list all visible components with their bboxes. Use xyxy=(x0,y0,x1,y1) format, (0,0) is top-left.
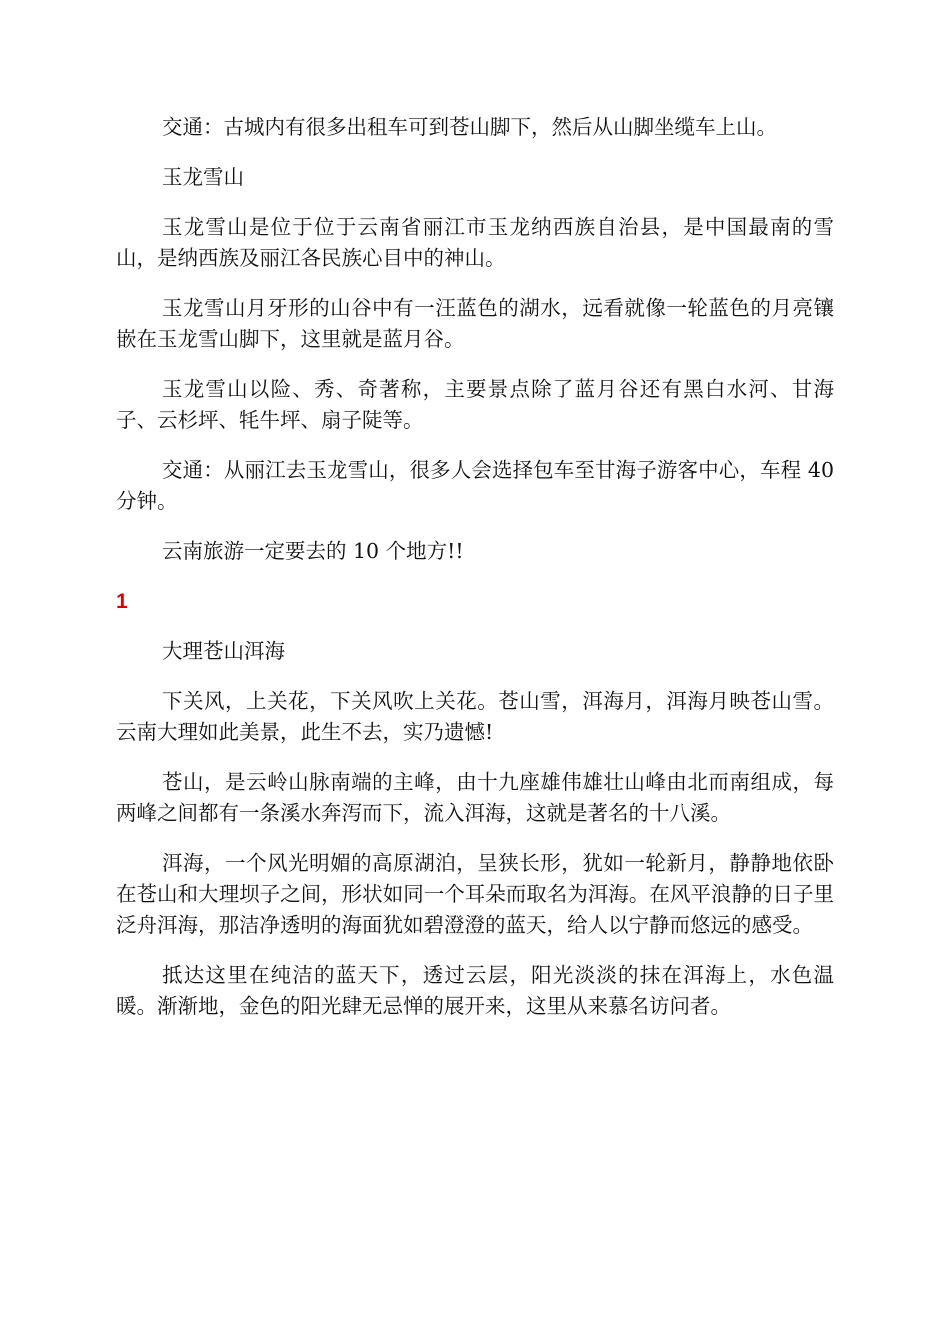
paragraph-cangshan-description: 苍山，是云岭山脉南端的主峰，由十九座雄伟雄壮山峰由北而南组成，每两峰之间都有一条溪水奔泻而下，流入洱海，这就是著名的十八溪。 xyxy=(116,770,834,825)
paragraph-dali-poem: 下关风，上关花，下关风吹上关花。苍山雪，洱海月，洱海月映苍山雪。云南大理如此美景，此生不去，实乃遗憾! xyxy=(116,689,834,744)
paragraph-yulong-attractions: 玉龙雪山以险、秀、奇著称，主要景点除了蓝月谷还有黑白水河、甘海子、云杉坪、牦牛坪、扇子陡等。 xyxy=(116,377,834,432)
paragraph-blue-moon-valley: 玉龙雪山月牙形的山谷中有一汪蓝色的湖水，远看就像一轮蓝色的月亮镶嵌在玉龙雪山脚下，这里就是蓝月谷。 xyxy=(116,296,834,351)
heading-top-10-places: 云南旅游一定要去的 10 个地方!! xyxy=(162,539,464,563)
list-number-marker: 1 xyxy=(116,590,128,613)
paragraph-erhai-sunlight: 抵达这里在纯洁的蓝天下，透过云层，阳光淡淡的抹在洱海上，水色温暖。渐渐地，金色的阳光肆无忌惮的展开来，这里从来慕名访问者。 xyxy=(116,963,834,1018)
heading-yulong-snow-mountain: 玉龙雪山 xyxy=(162,165,244,189)
document-page xyxy=(116,112,834,1041)
paragraph-erhai-description: 洱海，一个风光明媚的高原湖泊，呈狭长形，犹如一轮新月，静静地依卧在苍山和大理坝子之间，形状如同一个耳朵而取名为洱海。在风平浪静的日子里泛舟洱海，那洁净透明的海面犹如碧澄澄的蓝天，给人以宁静而悠远的感受。 xyxy=(116,851,834,937)
paragraph-yulong-transport: 交通：从丽江去玉龙雪山，很多人会选择包车至甘海子游客中心，车程 40 分钟。 xyxy=(116,458,834,513)
paragraph-cangshan-transport: 交通：古城内有很多出租车可到苍山脚下，然后从山脚坐缆车上山。 xyxy=(162,115,777,139)
paragraph-yulong-intro: 玉龙雪山是位于位于云南省丽江市玉龙纳西族自治县，是中国最南的雪山，是纳西族及丽江各民族心目中的神山。 xyxy=(116,215,834,270)
heading-dali-cangshan-erhai: 大理苍山洱海 xyxy=(162,639,285,663)
